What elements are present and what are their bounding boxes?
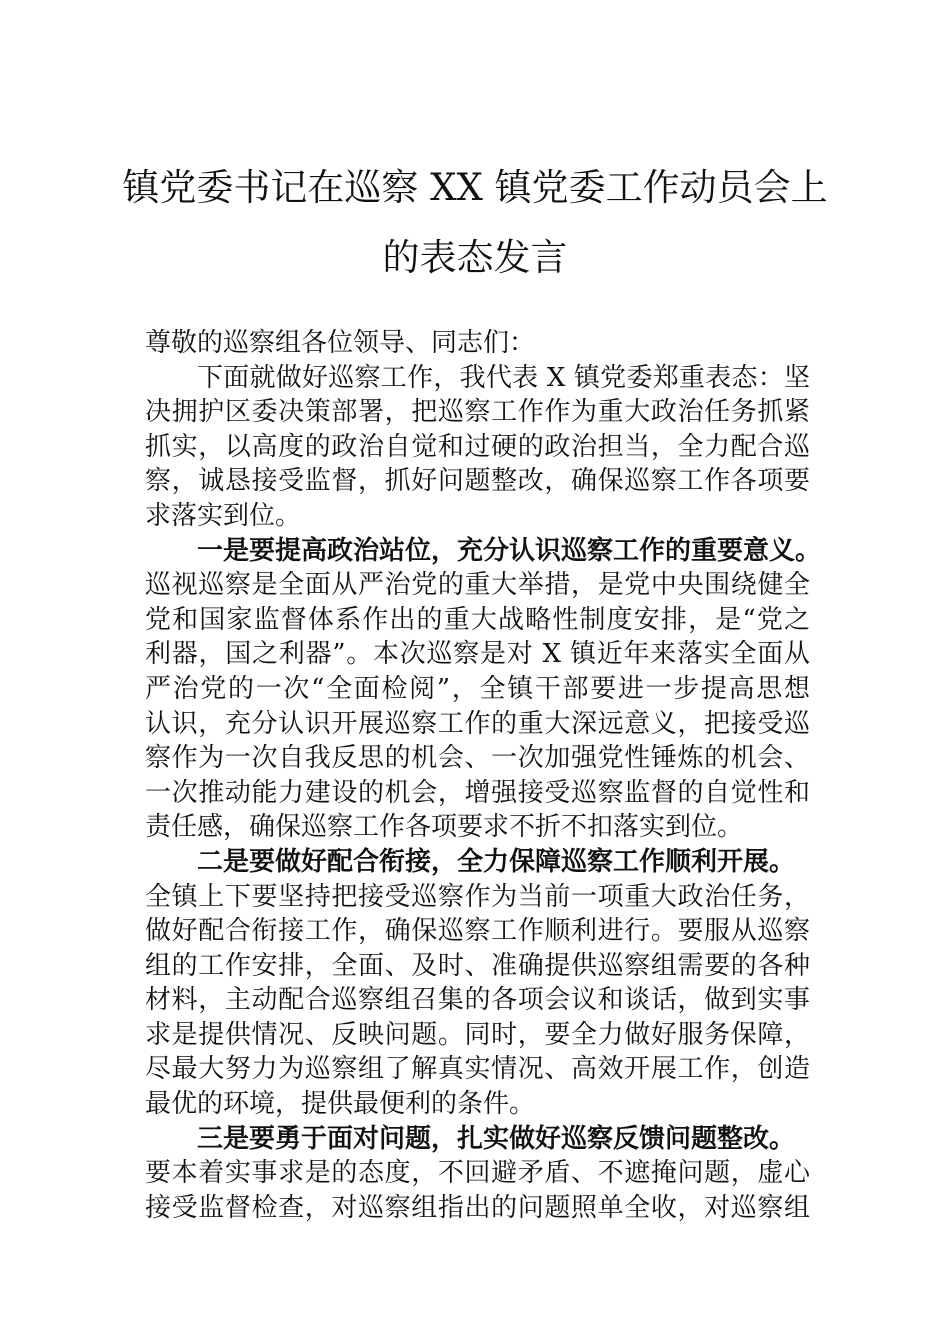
body-text-line: 尽最大努力为巡察组了解真实情况、高效开展工作，创造: [145, 1054, 810, 1085]
body-text-line: 察，诚恳接受监督，抓好问题整改，确保巡察工作各项要: [145, 466, 810, 497]
body-text-line: 党和国家监督体系作出的重大战略性制度安排，是“党之: [145, 604, 810, 635]
body-text-line: 认识，充分认识开展巡察工作的重大深远意义，把接受巡: [145, 708, 810, 739]
section-heading-line: 二是要做好配合衔接，全力保障巡察工作顺利开展。: [197, 846, 796, 877]
body-text-line: 要本着实事求是的态度，不回避矛盾、不遮掩问题，虚心: [145, 1158, 810, 1189]
section-heading-line: 三是要勇于面对问题，扎实做好巡察反馈问题整改。: [197, 1123, 796, 1154]
body-text-line: 一次推动能力建设的机会，增强接受巡察监督的自觉性和: [145, 777, 810, 808]
body-text-line: 全镇上下要坚持把接受巡察作为当前一项重大政治任务，: [145, 881, 810, 912]
body-text-line: 求是提供情况、反映问题。同时，要全力做好服务保障，: [145, 1019, 810, 1050]
body-text-line: 做好配合衔接工作，确保巡察工作顺利进行。要服从巡察: [145, 916, 810, 947]
document-title-line-1: 镇党委书记在巡察 XX 镇党委工作动员会上: [122, 166, 828, 209]
body-text-line: 尊敬的巡察组各位领导、同志们：: [145, 328, 536, 358]
body-text-line: 组的工作安排，全面、及时、准确提供巡察组需要的各种: [145, 950, 810, 981]
section-heading-line: 一是要提高政治站位，充分认识巡察工作的重要意义。: [197, 535, 822, 566]
body-text-line: 察作为一次自我反思的机会、一次加强党性锤炼的机会、: [145, 743, 810, 774]
body-text-line: 巡视巡察是全面从严治党的重大举措，是党中央围绕健全: [145, 570, 810, 601]
document-body: [145, 326, 822, 1225]
body-text-line: 求落实到位。: [145, 500, 302, 531]
body-text-line: 抓实，以高度的政治自觉和过硬的政治担当，全力配合巡: [145, 431, 810, 462]
body-text-line: 利器，国之利器”。本次巡察是对 X 镇近年来落实全面从: [145, 639, 810, 670]
document-title-line-2: 的表态发言: [382, 236, 568, 279]
body-text-line: 接受监督检查，对巡察组指出的问题照单全收，对巡察组: [145, 1192, 810, 1223]
body-text-line: 责任感，确保巡察工作各项要求不折不扣落实到位。: [145, 812, 744, 843]
body-text-line: 最优的环境，提供最便利的条件。: [145, 1089, 536, 1120]
body-text-line: 严治党的一次“全面检阅”，全镇干部要进一步提高思想: [145, 673, 810, 704]
body-text-line: 决拥护区委决策部署，把巡察工作作为重大政治任务抓紧: [145, 397, 810, 428]
body-text-line: 下面就做好巡察工作，我代表 X 镇党委郑重表态：坚: [197, 362, 810, 393]
body-text-line: 材料，主动配合巡察组召集的各项会议和谈话，做到实事: [145, 985, 810, 1016]
